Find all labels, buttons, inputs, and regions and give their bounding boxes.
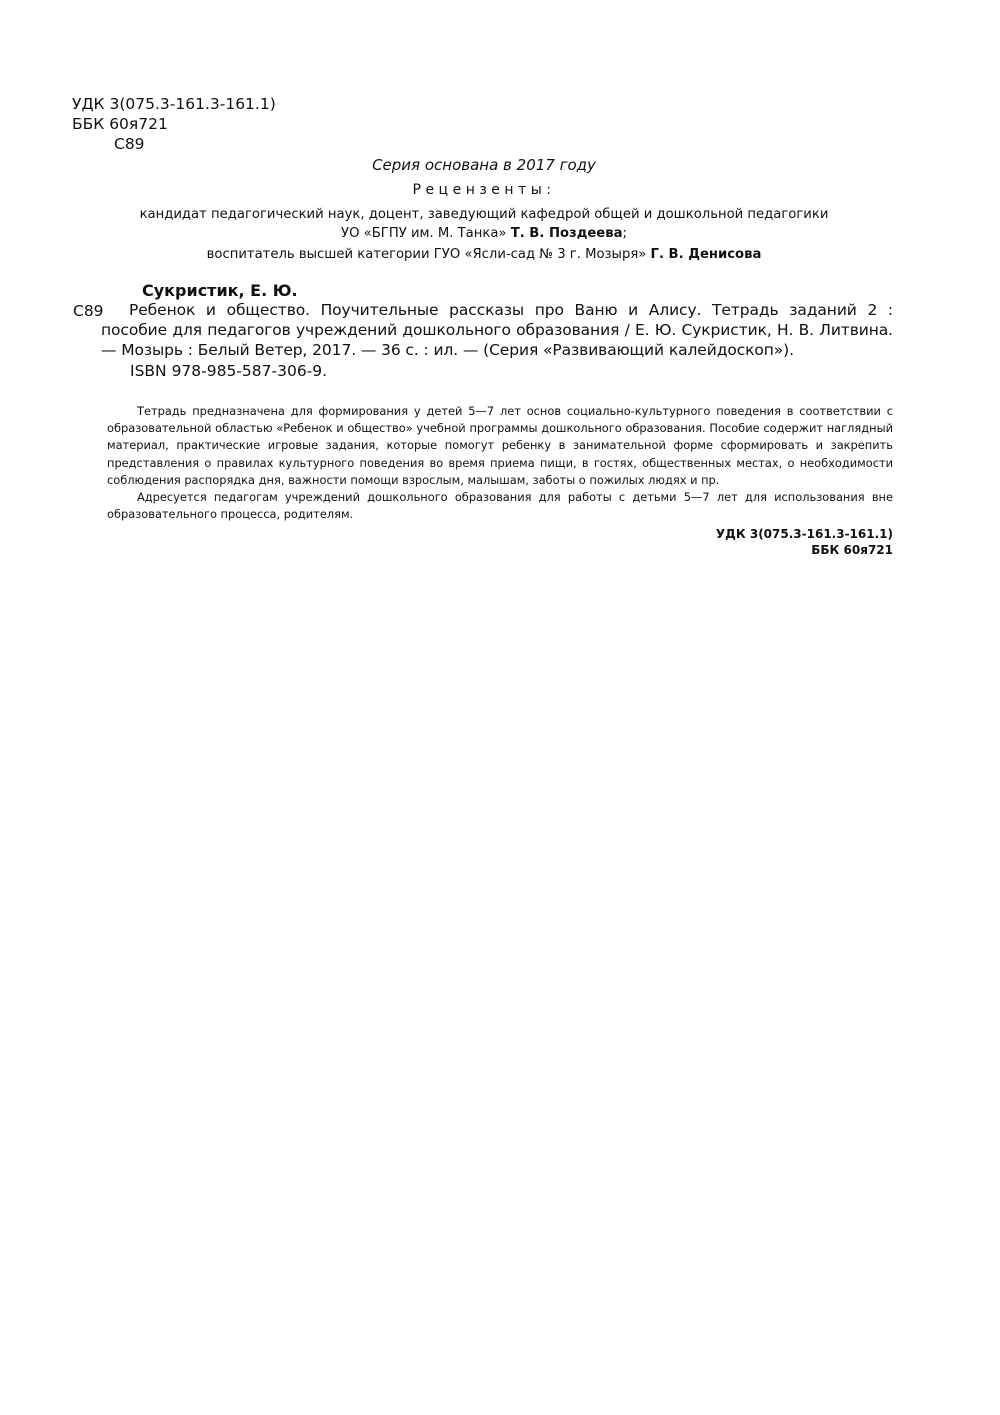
reviewers-title: Рецензенты: [412, 182, 556, 198]
footer-classification [716, 526, 893, 558]
annotation-paragraph-2: Адресуется педагогам учреждений дошкольного образования для работы с детьми 5—7 лет для использования вне образовательного процесса, родителям. [107, 490, 893, 522]
reviewer-2-affiliation: воспитатель высшей категории ГУО «Ясли-сад № 3 г. Мозыря» [206, 247, 651, 262]
reviewer-1-name: Т. В. Поздеева [510, 226, 623, 241]
annotation-paragraph-1: Тетрадь предназначена для формирования у детей 5—7 лет основ социально-культурного поведения в соответствии с образовательной областью «Ребенок и общество» учебной программы дошкольного образования. Пособие содержит наглядный материал, практические игровые задания, которые помогут ребенку в занимательной форме сформировать и закрепить представления о правилах культурного поведения во время приема пищи, в гостях, общественных местах, о необходимости соблюдения распорядка дня, важности помощи взрослым, малышам, заботы о пожилых людях и пр. [107, 404, 893, 487]
classification-header [72, 94, 276, 154]
isbn: ISBN 978-985-587-306-9. [130, 362, 328, 380]
catalog-code: С89 [73, 302, 104, 320]
reviewer-2 [0, 245, 968, 264]
reviewer-1-line2 [0, 224, 968, 243]
bbk-code: ББК 60я721 [72, 115, 168, 133]
reviewer-1-punct: ; [622, 226, 627, 241]
series-note: Серия основана в 2017 году [372, 156, 596, 174]
reviewer-1-affiliation: УО «БГПУ им. М. Танка» [341, 226, 511, 241]
annotation [107, 403, 893, 523]
reviewer-1 [0, 205, 968, 243]
catalog-author: Сукристик, Е. Ю. [142, 281, 298, 300]
author-mark: С89 [114, 135, 145, 153]
footer-bbk: ББК 60я721 [811, 543, 893, 557]
catalog-description: Ребенок и общество. Поучительные рассказы про Ваню и Алису. Тетрадь заданий 2 : пособие для педагогов учреждений дошкольного образования / Е. Ю. Сукристик, Н. В. Литвина. — Мозырь : Белый Ветер, 2017. — 36 с. : ил. — (Серия «Развивающий калейдоскоп»). [101, 301, 893, 359]
reviewer-2-name: Г. В. Денисова [650, 247, 762, 262]
udk-code: УДК 3(075.3-161.3-161.1) [72, 95, 276, 113]
footer-udk: УДК 3(075.3-161.3-161.1) [715, 527, 893, 541]
reviewer-1-line1: кандидат педагогический наук, доцент, заведующий кафедрой общей и дошкольной педагогики [139, 207, 829, 222]
